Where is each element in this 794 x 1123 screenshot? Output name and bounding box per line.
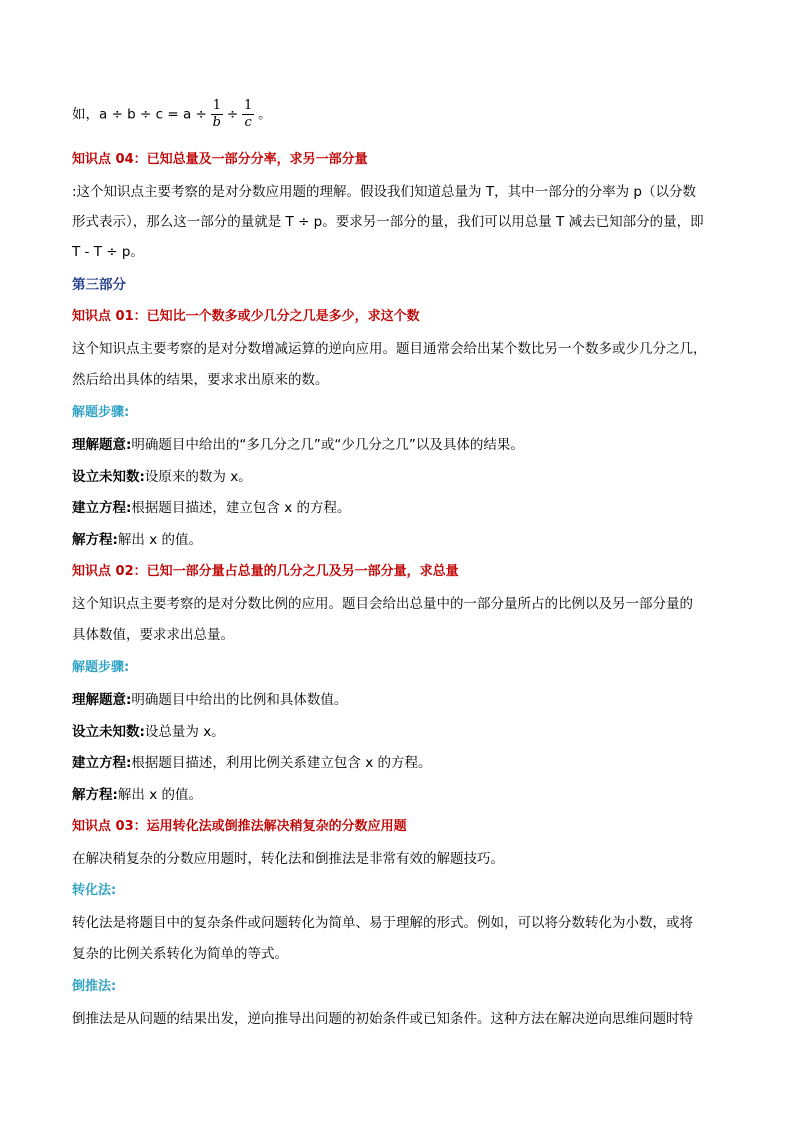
kp02-heading: 知识点 02：已知一部分量占总量的几分之几及另一部分量，求总量 (72, 564, 459, 579)
transform-method-line: 转化法是将题目中的复杂条件或问题转化为简单、易于理解的形式。例如，可以将分数转化为小数，或将 (72, 915, 693, 931)
transform-method-title: 转化法: (72, 883, 117, 898)
fraction-1-over-c: $\frac{1}{c}$ (244, 98, 253, 130)
kp04-line: T - T ÷ p。 (72, 244, 144, 260)
kp02-step: 设立未知数:设总量为 x。 (72, 724, 225, 740)
kp02-steps-title: 解题步骤: (72, 660, 130, 675)
kp01-steps-title: 解题步骤: (72, 405, 130, 420)
kp04-heading: 知识点 04：已知总量及一部分分率，求另一部分量 (72, 152, 368, 167)
reverse-method-title: 倒推法: (72, 979, 117, 994)
kp01-step: 解方程:解出 x 的值。 (72, 532, 202, 548)
kp01-line: 然后给出具体的结果，要求求出原来的数。 (72, 372, 329, 388)
kp03-heading: 知识点 03：运用转化法或倒推法解决稍复杂的分数应用题 (72, 819, 407, 834)
formula-suffix: 。 (258, 106, 272, 123)
kp02-step: 理解题意:明确题目中给出的比例和具体数值。 (72, 692, 348, 708)
formula-line (72, 98, 272, 131)
kp01-step: 建立方程:根据题目描述，建立包含 x 的方程。 (72, 500, 351, 516)
kp02-line: 具体数值，要求求出总量。 (72, 627, 234, 643)
reverse-method-line: 倒推法是从问题的结果出发，逆向推导出问题的初始条件或已知条件。这种方法在解决逆向思维问题时特 (72, 1011, 693, 1027)
part-three-heading: 第三部分 (72, 277, 126, 293)
kp01-step: 理解题意:明确题目中给出的“多几分之几”或“少几分之几”以及具体的结果。 (72, 437, 524, 453)
kp01-heading: 知识点 01：已知比一个数多或少几分之几是多少，求这个数 (72, 309, 420, 324)
kp02-step: 解方程:解出 x 的值。 (72, 787, 202, 803)
fraction-1-over-b: $\frac{1}{b}$ (212, 98, 221, 130)
kp02-step: 建立方程:根据题目描述，利用比例关系建立包含 x 的方程。 (72, 755, 432, 771)
formula-prefix: 如，a ÷ b ÷ c = a ÷ (72, 106, 207, 123)
transform-method-line: 复杂的比例关系转化为简单的等式。 (72, 946, 288, 962)
kp01-line: 这个知识点主要考察的是对分数增减运算的逆向应用。题目通常会给出某个数比另一个数多或少几分之几， (72, 341, 707, 357)
kp02-line: 这个知识点主要考察的是对分数比例的应用。题目会给出总量中的一部分量所占的比例以及另一部分量的 (72, 596, 693, 612)
formula-divide: ÷ (226, 106, 239, 123)
kp04-line: :这个知识点主要考察的是对分数应用题的理解。假设我们知道总量为 T，其中一部分的分率为 p（以分数 (72, 184, 696, 200)
kp04-line: 形式表示），那么这一部分的量就是 T ÷ p。要求另一部分的量，我们可以用总量 T 减去已知部分的量，即 (72, 214, 704, 230)
kp01-step: 设立未知数:设原来的数为 x。 (72, 469, 252, 485)
kp03-intro: 在解决稍复杂的分数应用题时，转化法和倒推法是非常有效的解题技巧。 (72, 851, 504, 867)
